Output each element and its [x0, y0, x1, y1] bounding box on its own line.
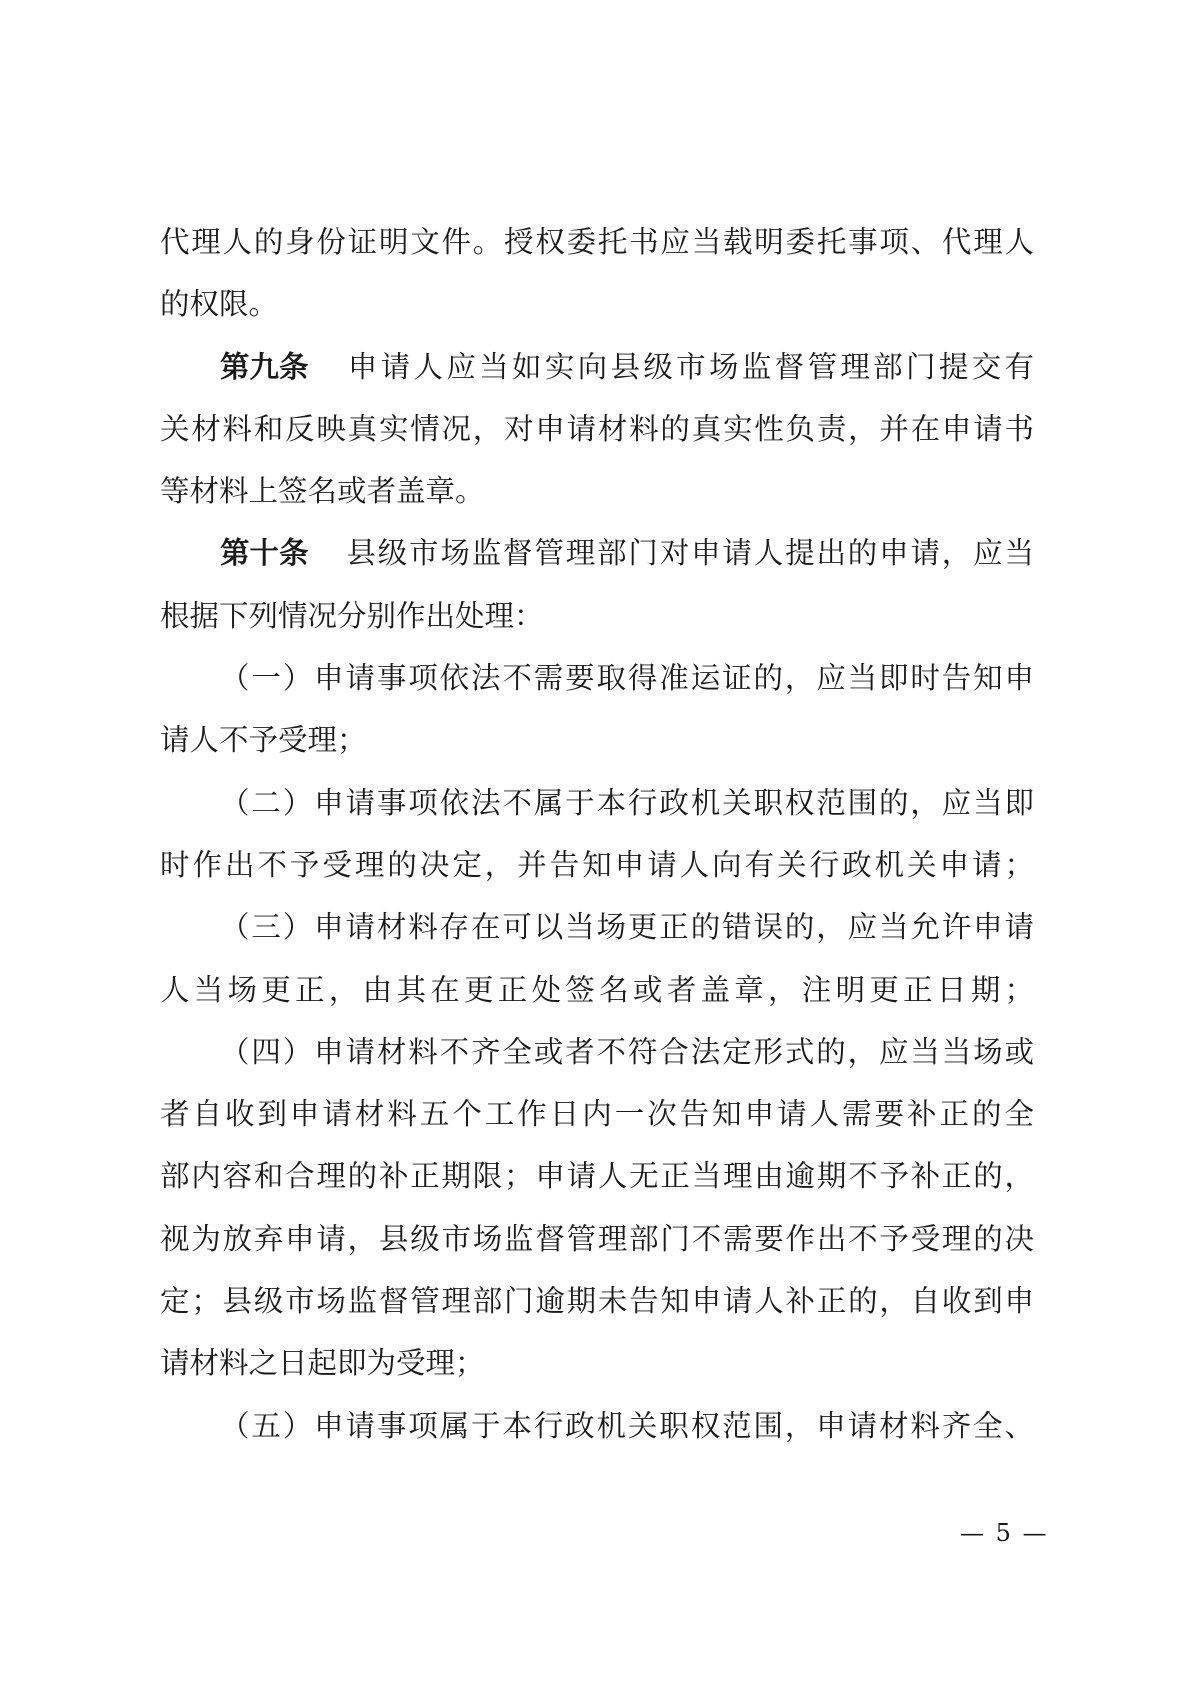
text-line: （二）申请事项依法不属于本行政机关职权范围的，应当即 — [220, 785, 1034, 820]
page-number: — 5 — — [960, 1519, 1049, 1547]
text-line: 申请人应当如实向县级市场监督管理部门提交有 — [344, 349, 1034, 384]
clause-four — [160, 1021, 1034, 1395]
text-line: 代理人的身份证明文件。授权委托书应当载明委托事项、代理人 — [160, 225, 1034, 259]
text-line: 人当场更正，由其在更正处签名或者盖章，注明更正日期； — [160, 972, 1034, 1007]
text-line: 根据下列情况分别作出处理： — [160, 598, 544, 633]
clause-three — [160, 896, 1034, 1021]
text-line: 请材料之日起即为受理； — [160, 1346, 485, 1381]
text-line: 时作出不予受理的决定，并告知申请人向有关行政机关申请； — [160, 847, 1034, 882]
text-line: （一）申请事项依法不需要取得准运证的，应当即时告知申 — [220, 661, 1034, 696]
text-line: （四）申请材料不齐全或者不符合法定形式的，应当当场或 — [220, 1034, 1034, 1069]
document-body — [160, 211, 1034, 1457]
text-line: 的权限。 — [160, 287, 279, 322]
text-line: 定；县级市场监督管理部门逾期未告知申请人补正的，自收到申 — [160, 1284, 1034, 1319]
text-line: 县级市场监督管理部门对申请人提出的申请，应当 — [344, 536, 1034, 571]
text-line: （三）申请材料存在可以当场更正的错误的，应当允许申请 — [220, 910, 1034, 945]
article-heading: 第十条 — [220, 536, 309, 571]
article-heading: 第九条 — [220, 349, 309, 384]
article-nine — [160, 336, 1034, 523]
text-line: 者自收到申请材料五个工作日内一次告知申请人需要补正的全 — [160, 1097, 1034, 1132]
text-line: 视为放弃申请，县级市场监督管理部门不需要作出不予受理的决 — [160, 1221, 1034, 1256]
text-line: 部内容和合理的补正期限；申请人无正当理由逾期不予补正的， — [160, 1159, 1034, 1194]
paragraph-authorization — [160, 211, 1034, 336]
text-line: 关材料和反映真实情况，对申请材料的真实性负责，并在申请书 — [160, 411, 1034, 446]
text-line: （五）申请事项属于本行政机关职权范围，申请材料齐全、 — [220, 1408, 1034, 1443]
text-line: 等材料上签名或者盖章。 — [160, 474, 485, 509]
text-line: 请人不予受理； — [160, 723, 367, 758]
clause-five — [160, 1395, 1034, 1457]
clause-one — [160, 647, 1034, 772]
article-ten — [160, 522, 1034, 647]
clause-two — [160, 772, 1034, 897]
